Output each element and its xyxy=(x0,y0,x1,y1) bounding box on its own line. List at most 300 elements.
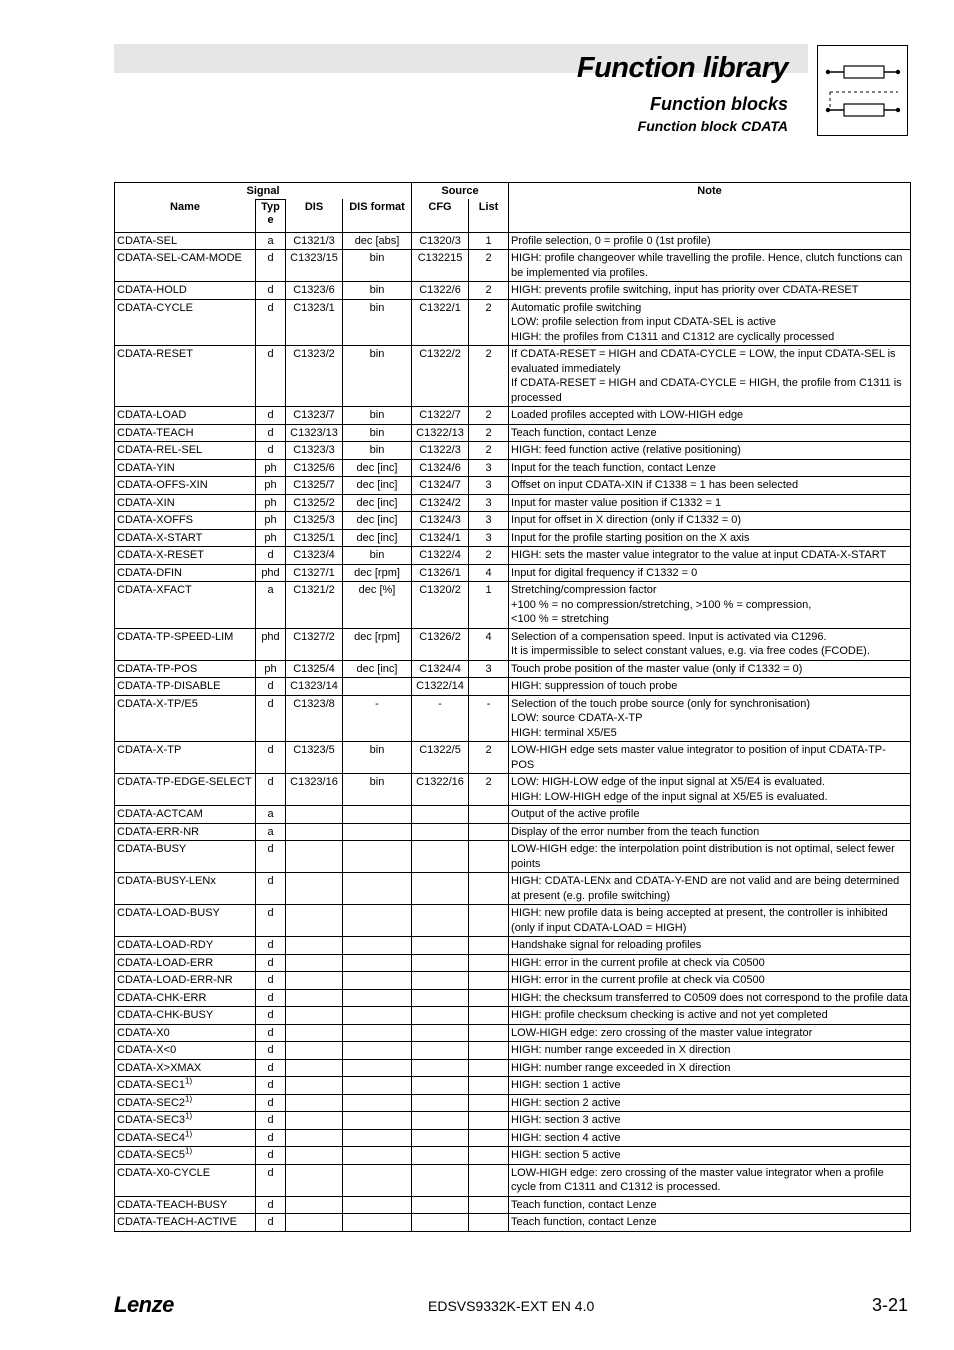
list-cell: 1 xyxy=(469,582,509,629)
note-line: Input for the teach function, contact Lenze xyxy=(511,461,716,474)
signal-name: CDATA-TP-EDGE-SELECT xyxy=(117,776,252,788)
note-cell xyxy=(509,282,911,300)
name-header: Name xyxy=(115,199,256,232)
dis-cell xyxy=(286,1024,343,1042)
note-line: HIGH: profile checksum checking is active and not yet completed xyxy=(511,1009,828,1021)
signal-name: CDATA-X<0 xyxy=(117,1044,177,1056)
table-row xyxy=(115,678,911,696)
list-cell: 2 xyxy=(469,299,509,346)
table-row xyxy=(115,695,911,742)
type-cell: d xyxy=(256,1112,286,1130)
type-cell: d xyxy=(256,346,286,407)
dis-format-cell: bin xyxy=(343,407,412,425)
note-line: Selection of the touch probe source (only for synchronisation) xyxy=(511,697,811,710)
signal-name-cell xyxy=(115,774,256,806)
type-cell: a xyxy=(256,582,286,629)
dis-format-cell xyxy=(343,1094,412,1112)
note-cell xyxy=(509,695,911,742)
cfg-cell: - xyxy=(412,695,469,742)
signal-name-cell xyxy=(115,1196,256,1214)
footnote-marker: 1) xyxy=(185,1076,193,1086)
note-cell xyxy=(509,1024,911,1042)
list-cell: 2 xyxy=(469,547,509,565)
note-cell xyxy=(509,678,911,696)
note-line: Touch probe position of the master value (only if C1332 = 0) xyxy=(511,662,803,675)
signal-name: CDATA-XIN xyxy=(117,496,175,509)
table-row xyxy=(115,1129,911,1147)
dis-format-cell xyxy=(343,1042,412,1060)
cfg-cell: C1322/4 xyxy=(412,547,469,565)
note-cell xyxy=(509,477,911,495)
list-cell xyxy=(469,873,509,905)
list-cell xyxy=(469,806,509,824)
type-cell: d xyxy=(256,299,286,346)
cfg-cell xyxy=(412,1129,469,1147)
list-cell: 3 xyxy=(469,529,509,547)
table-row xyxy=(115,529,911,547)
note-cell xyxy=(509,937,911,955)
list-cell xyxy=(469,1147,509,1165)
note-line: HIGH: section 3 active xyxy=(511,1114,621,1126)
list-cell xyxy=(469,1112,509,1130)
cfg-cell xyxy=(412,873,469,905)
cfg-cell xyxy=(412,1094,469,1112)
table-body xyxy=(115,232,911,1231)
signal-name-cell xyxy=(115,494,256,512)
note-cell xyxy=(509,628,911,660)
table-row xyxy=(115,564,911,582)
list-cell: 3 xyxy=(469,459,509,477)
signal-name: CDATA-X-TP xyxy=(117,744,182,756)
dis-cell xyxy=(286,937,343,955)
list-cell: 2 xyxy=(469,774,509,806)
table-row xyxy=(115,742,911,774)
signal-name-cell xyxy=(115,582,256,629)
list-cell: 2 xyxy=(469,282,509,300)
dis-header: DIS xyxy=(286,199,343,232)
list-cell xyxy=(469,1024,509,1042)
dis-format-cell xyxy=(343,806,412,824)
note-line: <100 % = stretching xyxy=(511,613,609,625)
signal-name-cell xyxy=(115,547,256,565)
signal-name-cell xyxy=(115,1147,256,1165)
note-cell xyxy=(509,841,911,873)
cfg-cell xyxy=(412,841,469,873)
table-row xyxy=(115,972,911,990)
note-cell xyxy=(509,1214,911,1232)
dis-format-cell xyxy=(343,989,412,1007)
dis-cell: C1323/14 xyxy=(286,678,343,696)
table-row xyxy=(115,1196,911,1214)
dis-cell: C1323/4 xyxy=(286,547,343,565)
dis-format-cell: bin xyxy=(343,250,412,282)
note-line: HIGH: profile changeover while travelling the profile. Hence, clutch functions can be implemented via profiles. xyxy=(511,252,903,279)
note-line: HIGH: prevents profile switching, input has priority over CDATA-RESET xyxy=(511,284,859,296)
note-cell xyxy=(509,1094,911,1112)
type-cell: d xyxy=(256,972,286,990)
dis-cell xyxy=(286,841,343,873)
cfg-cell: C1320/2 xyxy=(412,582,469,629)
table-row xyxy=(115,1007,911,1025)
cfg-cell: C1324/1 xyxy=(412,529,469,547)
dis-cell xyxy=(286,1196,343,1214)
dis-cell: C1321/2 xyxy=(286,582,343,629)
note-line: HIGH: section 5 active xyxy=(511,1149,621,1161)
table-row xyxy=(115,873,911,905)
note-cell xyxy=(509,459,911,477)
dis-format-cell xyxy=(343,841,412,873)
note-line: Offset on input CDATA-XIN if C1338 = 1 has been selected xyxy=(511,479,799,491)
type-cell: a xyxy=(256,232,286,250)
signal-name-cell xyxy=(115,232,256,250)
signal-name: CDATA-SEC1 xyxy=(117,1079,186,1091)
dis-cell xyxy=(286,1007,343,1025)
cfg-cell xyxy=(412,937,469,955)
note-cell xyxy=(509,774,911,806)
dis-format-cell: bin xyxy=(343,346,412,407)
dis-cell xyxy=(286,1059,343,1077)
signal-name: CDATA-X0-CYCLE xyxy=(117,1166,211,1179)
note-cell xyxy=(509,1147,911,1165)
type-cell: d xyxy=(256,742,286,774)
dis-format-cell xyxy=(343,873,412,905)
note-line: LOW-HIGH edge sets master value integrator to position of input CDATA-TP-POS xyxy=(511,744,886,771)
cfg-cell xyxy=(412,1112,469,1130)
signal-name-cell xyxy=(115,742,256,774)
cfg-cell xyxy=(412,1077,469,1095)
table-row xyxy=(115,954,911,972)
table-row xyxy=(115,346,911,407)
note-line: HIGH: feed function active (relative positioning) xyxy=(511,444,741,456)
signal-name-cell xyxy=(115,695,256,742)
dis-cell: C1327/1 xyxy=(286,564,343,582)
dis-format-cell xyxy=(343,1024,412,1042)
document-id: EDSVS9332K-EXT EN 4.0 xyxy=(428,1298,595,1314)
dis-cell xyxy=(286,1129,343,1147)
note-cell xyxy=(509,873,911,905)
dis-format-cell xyxy=(343,1147,412,1165)
table-row xyxy=(115,806,911,824)
type-cell: phd xyxy=(256,564,286,582)
cfg-cell xyxy=(412,1147,469,1165)
table-row xyxy=(115,1094,911,1112)
dis-cell xyxy=(286,905,343,937)
dis-format-header: DIS format xyxy=(343,199,412,232)
type-cell: d xyxy=(256,905,286,937)
footnote-marker: 1) xyxy=(185,1128,193,1138)
function-block-icon xyxy=(817,45,908,136)
note-cell xyxy=(509,299,911,346)
type-cell: d xyxy=(256,1214,286,1232)
signal-name-cell xyxy=(115,282,256,300)
type-cell: ph xyxy=(256,512,286,530)
section-title: Function blocks xyxy=(649,94,788,114)
note-line: Automatic profile switching xyxy=(511,301,642,314)
dis-format-cell: dec [inc] xyxy=(343,459,412,477)
list-cell xyxy=(469,1077,509,1095)
note-line: LOW: profile selection from input CDATA-SEL is active xyxy=(511,316,776,328)
dis-format-cell xyxy=(343,1077,412,1095)
signal-name: CDATA-LOAD-BUSY xyxy=(117,907,220,919)
signal-name-cell xyxy=(115,512,256,530)
cfg-cell: C1324/2 xyxy=(412,494,469,512)
note-cell xyxy=(509,742,911,774)
dis-format-cell: bin xyxy=(343,424,412,442)
signal-name: CDATA-TP-SPEED-LIM xyxy=(117,630,234,643)
list-cell xyxy=(469,1059,509,1077)
type-cell: d xyxy=(256,1164,286,1196)
note-cell xyxy=(509,806,911,824)
signal-name-cell xyxy=(115,1024,256,1042)
cdata-signal-table xyxy=(114,182,911,1232)
list-cell xyxy=(469,1129,509,1147)
dis-cell: C1323/15 xyxy=(286,250,343,282)
type-cell: d xyxy=(256,1147,286,1165)
note-line: Teach function, contact Lenze xyxy=(511,1198,657,1211)
signal-name-cell xyxy=(115,459,256,477)
note-line: HIGH: LOW-HIGH edge of the input signal at X5/E5 is evaluated. xyxy=(511,790,828,803)
table-row xyxy=(115,582,911,629)
list-cell: 3 xyxy=(469,512,509,530)
signal-name: CDATA-LOAD-ERR xyxy=(117,956,214,969)
table-row xyxy=(115,424,911,442)
cfg-cell: C1322/13 xyxy=(412,424,469,442)
note-line: HIGH: number range exceeded in X direction xyxy=(511,1061,731,1074)
cfg-cell xyxy=(412,1214,469,1232)
type-cell: d xyxy=(256,678,286,696)
signal-name: CDATA-ERR-NR xyxy=(117,825,200,838)
type-cell: d xyxy=(256,250,286,282)
signal-name: CDATA-TEACH-BUSY xyxy=(117,1198,228,1211)
table-row xyxy=(115,1042,911,1060)
table-row xyxy=(115,1147,911,1165)
footnote-marker: 1) xyxy=(185,1146,193,1156)
signal-name: CDATA-SEL xyxy=(117,234,178,247)
signal-name-cell xyxy=(115,972,256,990)
dis-format-cell: dec [rpm] xyxy=(343,628,412,660)
table-row xyxy=(115,823,911,841)
dis-format-cell: dec [inc] xyxy=(343,477,412,495)
signal-name-cell xyxy=(115,424,256,442)
note-cell xyxy=(509,494,911,512)
note-cell xyxy=(509,547,911,565)
note-line: LOW: HIGH-LOW edge of the input signal at X5/E4 is evaluated. xyxy=(511,776,826,788)
signal-name: CDATA-BUSY-LENx xyxy=(117,875,216,887)
type-cell: ph xyxy=(256,529,286,547)
type-cell: d xyxy=(256,1007,286,1025)
cfg-cell: C1324/7 xyxy=(412,477,469,495)
dis-cell xyxy=(286,972,343,990)
cfg-cell: C132215 xyxy=(412,250,469,282)
dis-cell xyxy=(286,1077,343,1095)
list-cell xyxy=(469,1007,509,1025)
table-row xyxy=(115,477,911,495)
subsection-title: Function block CDATA xyxy=(637,118,788,134)
cfg-cell: C1326/1 xyxy=(412,564,469,582)
cfg-cell xyxy=(412,823,469,841)
dis-cell: C1323/2 xyxy=(286,346,343,407)
signal-name-cell xyxy=(115,628,256,660)
table-row xyxy=(115,459,911,477)
note-line: HIGH: number range exceeded in X direction xyxy=(511,1044,731,1056)
dis-cell: C1323/3 xyxy=(286,442,343,460)
signal-name: CDATA-REL-SEL xyxy=(117,444,203,456)
dis-format-cell xyxy=(343,954,412,972)
note-cell xyxy=(509,660,911,678)
note-line: Selection of a compensation speed. Input is activated via C1296. xyxy=(511,630,827,643)
table-row xyxy=(115,774,911,806)
table-row xyxy=(115,407,911,425)
dis-format-cell xyxy=(343,937,412,955)
signal-name: CDATA-X-START xyxy=(117,531,203,544)
dis-cell: C1325/6 xyxy=(286,459,343,477)
dis-cell xyxy=(286,1112,343,1130)
table-row xyxy=(115,494,911,512)
note-line: HIGH: section 2 active xyxy=(511,1096,621,1109)
dis-cell: C1325/2 xyxy=(286,494,343,512)
signal-name-cell xyxy=(115,806,256,824)
signal-name-cell xyxy=(115,989,256,1007)
dis-format-cell: bin xyxy=(343,282,412,300)
type-cell: d xyxy=(256,407,286,425)
type-cell: d xyxy=(256,424,286,442)
cfg-cell: C1322/16 xyxy=(412,774,469,806)
dis-cell xyxy=(286,989,343,1007)
list-cell: 2 xyxy=(469,250,509,282)
signal-name: CDATA-X-TP/E5 xyxy=(117,697,198,710)
dis-format-cell: bin xyxy=(343,742,412,774)
signal-name: CDATA-SEC2 xyxy=(117,1096,186,1109)
type-cell: ph xyxy=(256,477,286,495)
dis-format-cell xyxy=(343,1196,412,1214)
dis-cell xyxy=(286,1164,343,1196)
note-cell xyxy=(509,1042,911,1060)
signal-name-cell xyxy=(115,1129,256,1147)
table-row xyxy=(115,512,911,530)
signal-name-cell xyxy=(115,905,256,937)
dis-format-cell xyxy=(343,972,412,990)
note-cell xyxy=(509,1112,911,1130)
cfg-cell xyxy=(412,954,469,972)
table-row xyxy=(115,547,911,565)
dis-format-cell xyxy=(343,1164,412,1196)
note-line: Teach function, contact Lenze xyxy=(511,1216,657,1228)
note-cell xyxy=(509,1196,911,1214)
dis-cell: C1323/5 xyxy=(286,742,343,774)
signal-name-cell xyxy=(115,823,256,841)
signal-name-cell xyxy=(115,1042,256,1060)
cfg-cell xyxy=(412,989,469,1007)
type-cell: d xyxy=(256,1094,286,1112)
note-line: LOW-HIGH edge: zero crossing of the master value integrator xyxy=(511,1026,813,1039)
signal-name-cell xyxy=(115,1007,256,1025)
dis-cell xyxy=(286,1094,343,1112)
signal-name-cell xyxy=(115,660,256,678)
signal-name: CDATA-LOAD-RDY xyxy=(117,939,214,951)
dis-cell: C1327/2 xyxy=(286,628,343,660)
cfg-cell xyxy=(412,1024,469,1042)
note-line: HIGH: new profile data is being accepted at present, the controller is inhibited (only if input CDATA-LOAD = HIGH) xyxy=(511,907,888,934)
dis-cell xyxy=(286,1147,343,1165)
note-line: HIGH: error in the current profile at check via C0500 xyxy=(511,974,765,986)
dis-cell xyxy=(286,1042,343,1060)
list-cell: 2 xyxy=(469,742,509,774)
cfg-cell: C1324/6 xyxy=(412,459,469,477)
signal-name: CDATA-TEACH-ACTIVE xyxy=(117,1216,237,1228)
dis-cell: C1323/6 xyxy=(286,282,343,300)
note-line: Profile selection, 0 = profile 0 (1st profile) xyxy=(511,234,711,247)
signal-name-cell xyxy=(115,1164,256,1196)
signal-name-cell xyxy=(115,937,256,955)
note-line: LOW-HIGH edge: zero crossing of the master value integrator when a profile cycle from C1311 and C1312 is processed. xyxy=(511,1166,884,1193)
note-header: Note xyxy=(509,183,911,233)
source-group-header: Source xyxy=(412,183,509,200)
cfg-cell: C1326/2 xyxy=(412,628,469,660)
type-cell: d xyxy=(256,989,286,1007)
cfg-cell: C1320/3 xyxy=(412,232,469,250)
table-row xyxy=(115,628,911,660)
list-header: List xyxy=(469,199,509,232)
cfg-cell xyxy=(412,905,469,937)
dis-format-cell: dec [inc] xyxy=(343,512,412,530)
dis-cell xyxy=(286,1214,343,1232)
cfg-cell: C1322/7 xyxy=(412,407,469,425)
dis-cell xyxy=(286,873,343,905)
type-header: Typ e xyxy=(256,199,286,232)
note-line: HIGH: suppression of touch probe xyxy=(511,680,678,692)
table-row xyxy=(115,1024,911,1042)
note-cell xyxy=(509,905,911,937)
list-cell xyxy=(469,1214,509,1232)
signal-name-cell xyxy=(115,346,256,407)
type-cell: d xyxy=(256,954,286,972)
type-cell: d xyxy=(256,1196,286,1214)
list-cell xyxy=(469,989,509,1007)
list-cell xyxy=(469,1164,509,1196)
dis-format-cell: dec [inc] xyxy=(343,660,412,678)
signal-group-header: Signal xyxy=(115,183,412,200)
note-cell xyxy=(509,407,911,425)
type-cell: d xyxy=(256,547,286,565)
list-cell xyxy=(469,937,509,955)
dis-format-cell: bin xyxy=(343,299,412,346)
signal-name: CDATA-YIN xyxy=(117,461,175,474)
signal-name: CDATA-SEC4 xyxy=(117,1131,186,1144)
signal-name-cell xyxy=(115,299,256,346)
list-cell: 2 xyxy=(469,442,509,460)
dis-format-cell: - xyxy=(343,695,412,742)
dis-cell xyxy=(286,954,343,972)
list-cell xyxy=(469,823,509,841)
dis-format-cell: dec [abs] xyxy=(343,232,412,250)
dis-format-cell: dec [inc] xyxy=(343,494,412,512)
note-line: HIGH: the checksum transferred to C0509 does not correspond to the profile data xyxy=(511,991,908,1004)
signal-name-cell xyxy=(115,678,256,696)
signal-name-cell xyxy=(115,1112,256,1130)
list-cell: 2 xyxy=(469,424,509,442)
signal-name: CDATA-TEACH xyxy=(117,426,194,439)
type-cell: d xyxy=(256,774,286,806)
note-cell xyxy=(509,1129,911,1147)
signal-name-cell xyxy=(115,873,256,905)
table-row xyxy=(115,1214,911,1232)
dis-format-cell xyxy=(343,1007,412,1025)
type-cell: d xyxy=(256,695,286,742)
signal-name: CDATA-TP-DISABLE xyxy=(117,680,221,692)
signal-name: CDATA-CHK-ERR xyxy=(117,991,207,1004)
dis-cell xyxy=(286,823,343,841)
table-row xyxy=(115,299,911,346)
